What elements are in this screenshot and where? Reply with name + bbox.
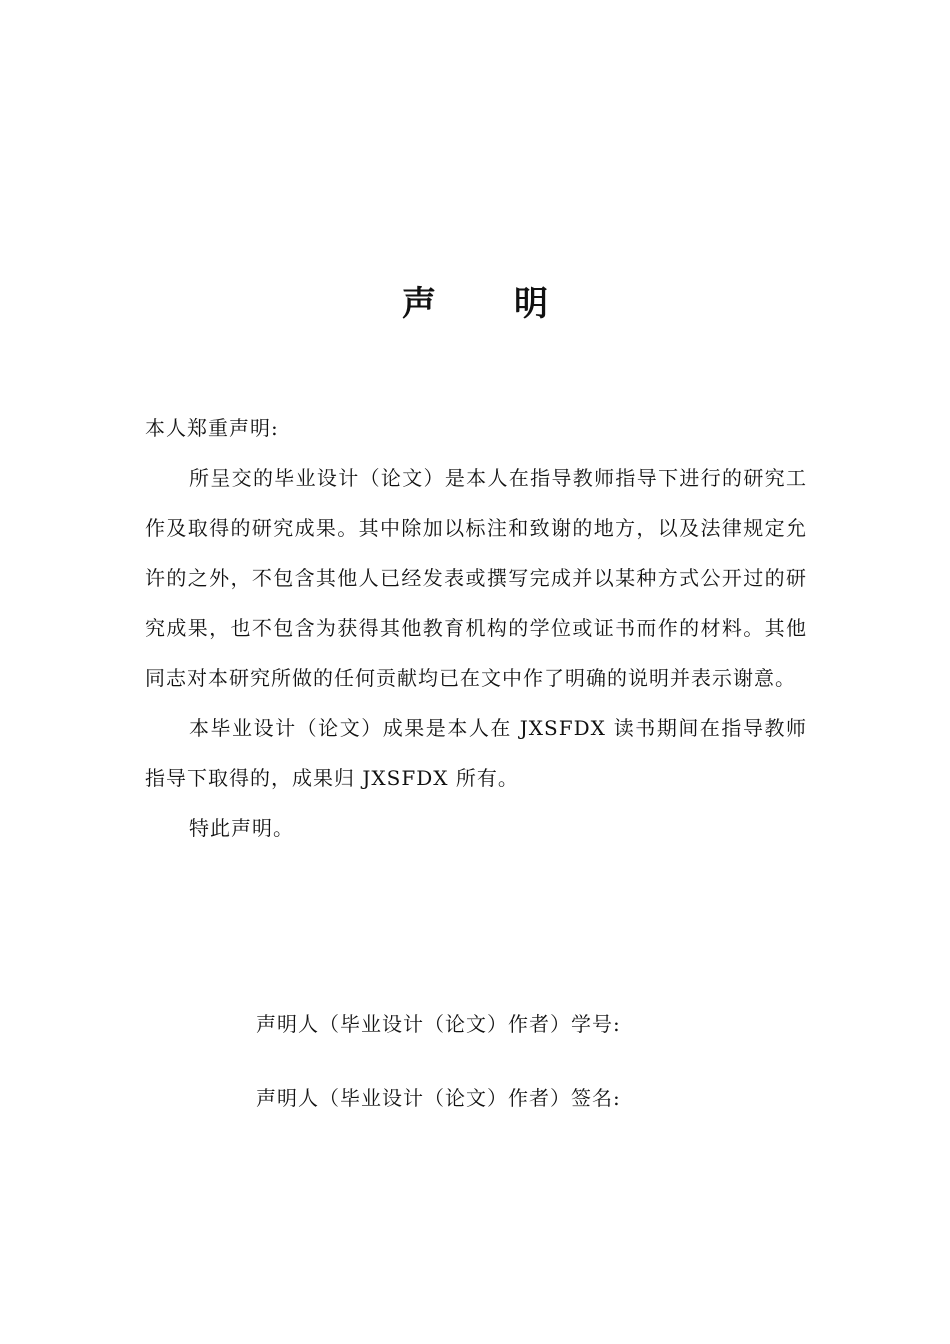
page-title: 声明 — [402, 284, 626, 324]
greeting-line: 本人郑重声明: — [145, 416, 279, 440]
paragraph-closing: 特此声明。 — [189, 816, 294, 840]
signature-label: 声明人（毕业设计（论文）作者）签名: — [256, 1086, 621, 1110]
student-id-label: 声明人（毕业设计（论文）作者）学号: — [256, 1012, 621, 1036]
declaration-body — [145, 403, 807, 853]
paragraph-research-statement: 所呈交的毕业设计（论文）是本人在指导教师指导下进行的研究工作及取得的研究成果。其中除加以标注和致谢的地方，以及法律规定允许的之外，不包含其他人已经发表或撰写完成并以某种方式公开过的研究成果，也不包含为获得其他教育机构的学位或证书而作的材料。其他同志对本研究所做的任何贡献均已在文中作了明确的说明并表示谢意。 — [145, 466, 807, 690]
paragraph-ownership-statement: 本毕业设计（论文）成果是本人在 JXSFDX 读书期间在指导教师指导下取得的，成果归 JXSFDX 所有。 — [145, 716, 807, 790]
